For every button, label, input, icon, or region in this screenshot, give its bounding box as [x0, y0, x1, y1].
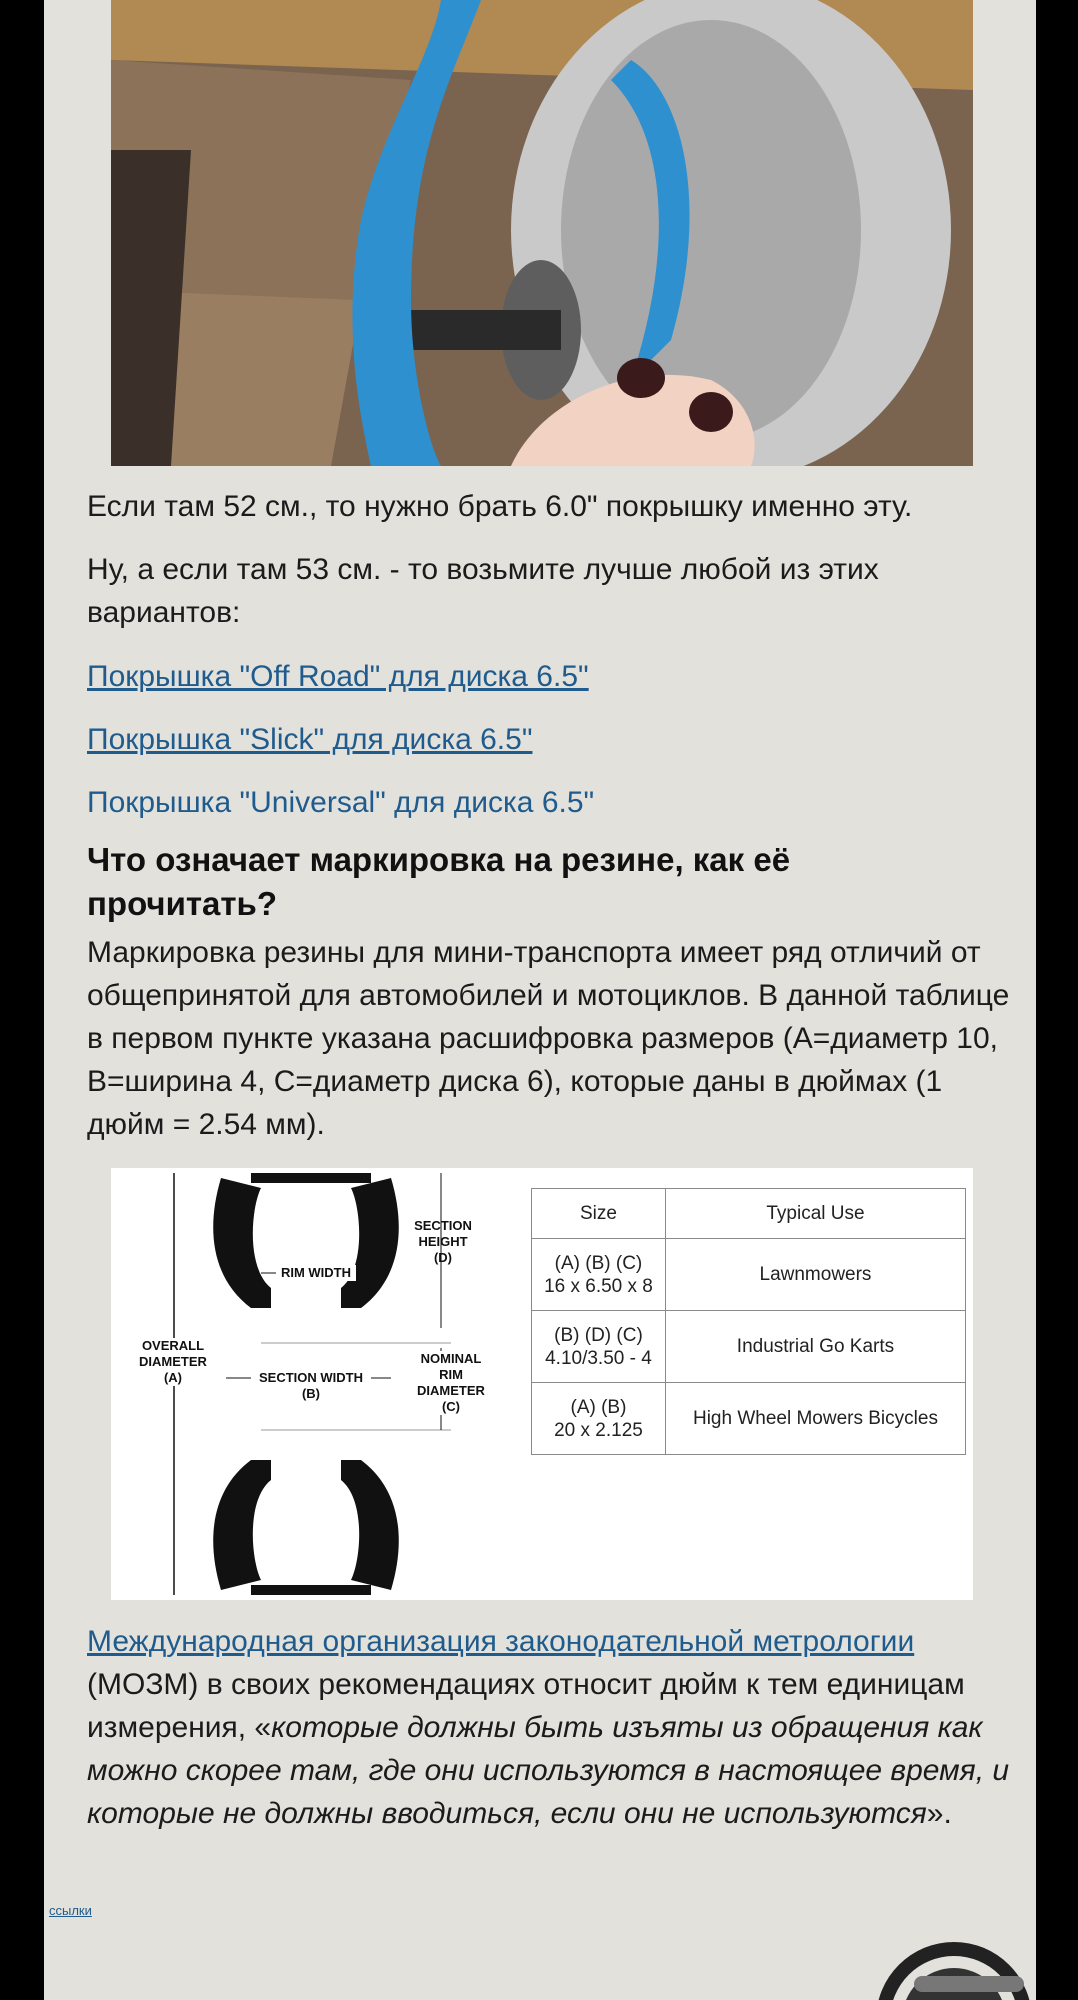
oiml-paragraph: [87, 1620, 1022, 1835]
section-heading: Что означает маркировка на резине, как её прочитать?: [87, 841, 791, 922]
oiml-text: (МОЗМ) в своих рекомендациях относит дюйм к тем единицам измерения, «: [87, 1668, 965, 1744]
label-section-height: SECTION HEIGHT (D): [414, 1218, 472, 1265]
oiml-end: ».: [926, 1797, 952, 1830]
table-cell-letters: (A) (B) (C): [554, 1252, 643, 1274]
table-cell-use: Lawnmowers: [665, 1239, 965, 1311]
sprocket-image: [854, 1940, 1036, 2000]
table-header-typical-use: Typical Use: [665, 1189, 965, 1239]
link-slick[interactable]: Покрышка "Slick" для диска 6.5": [87, 723, 533, 756]
table-row: [532, 1383, 966, 1455]
link-off-road[interactable]: Покрышка "Off Road" для диска 6.5": [87, 660, 589, 693]
table-cell-size: 20 x 2.125: [554, 1419, 643, 1441]
table-cell-use: Industrial Go Karts: [665, 1311, 965, 1383]
section-body: Маркировка резины для мини-транспорта имеет ряд отличий от общепринятой для автомобилей и мотоциклов. В данной таблице в первом пункте указана расшифровка размеров (A=диаметр 10, B=ширина 4, C=диаметр диска 6), которые даны в дюймах (1 дюйм = 2.54 мм).: [87, 936, 1010, 1141]
label-section-width: SECTION WIDTH (B): [251, 1370, 371, 1402]
tire-size-table: [531, 1188, 966, 1455]
table-cell-size: 16 x 6.50 x 8: [544, 1275, 653, 1297]
label-rim-width: RIM WIDTH: [276, 1265, 356, 1281]
paragraph-53cm: Ну, а если там 53 см. - то возьмите лучше любой из этих вариантов:: [87, 553, 879, 629]
oiml-quote: которые должны быть изъяты из обращения как можно скорее там, где они используются в настоящее время, и которые не должны вводиться, если они не используются: [87, 1711, 1010, 1830]
table-cell-letters: (A) (B): [570, 1396, 627, 1418]
paragraph-52cm: Если там 52 см., то нужно брать 6.0" покрышку именно эту.: [87, 490, 913, 523]
tire-size-diagram: [111, 1168, 973, 1600]
label-overall-diameter: OVERALL DIAMETER (A): [133, 1338, 213, 1386]
table-cell-size: 4.10/3.50 - 4: [545, 1347, 652, 1369]
rim-measurement-photo: [111, 0, 973, 466]
table-header-size: Size: [532, 1189, 666, 1239]
sources-link[interactable]: ссылки: [49, 1903, 92, 1918]
label-nominal-rim-diameter: NOMINAL RIM DIAMETER (C): [411, 1351, 491, 1415]
link-universal[interactable]: Покрышка "Universal" для диска 6.5": [87, 786, 595, 819]
table-cell-use: High Wheel Mowers Bicycles: [665, 1383, 965, 1455]
table-cell-letters: (B) (D) (C): [554, 1324, 643, 1346]
oiml-link[interactable]: Международная организация законодательной метрологии: [87, 1625, 915, 1658]
article-page: [44, 0, 1036, 2000]
table-row: [532, 1239, 966, 1311]
table-row: [532, 1311, 966, 1383]
